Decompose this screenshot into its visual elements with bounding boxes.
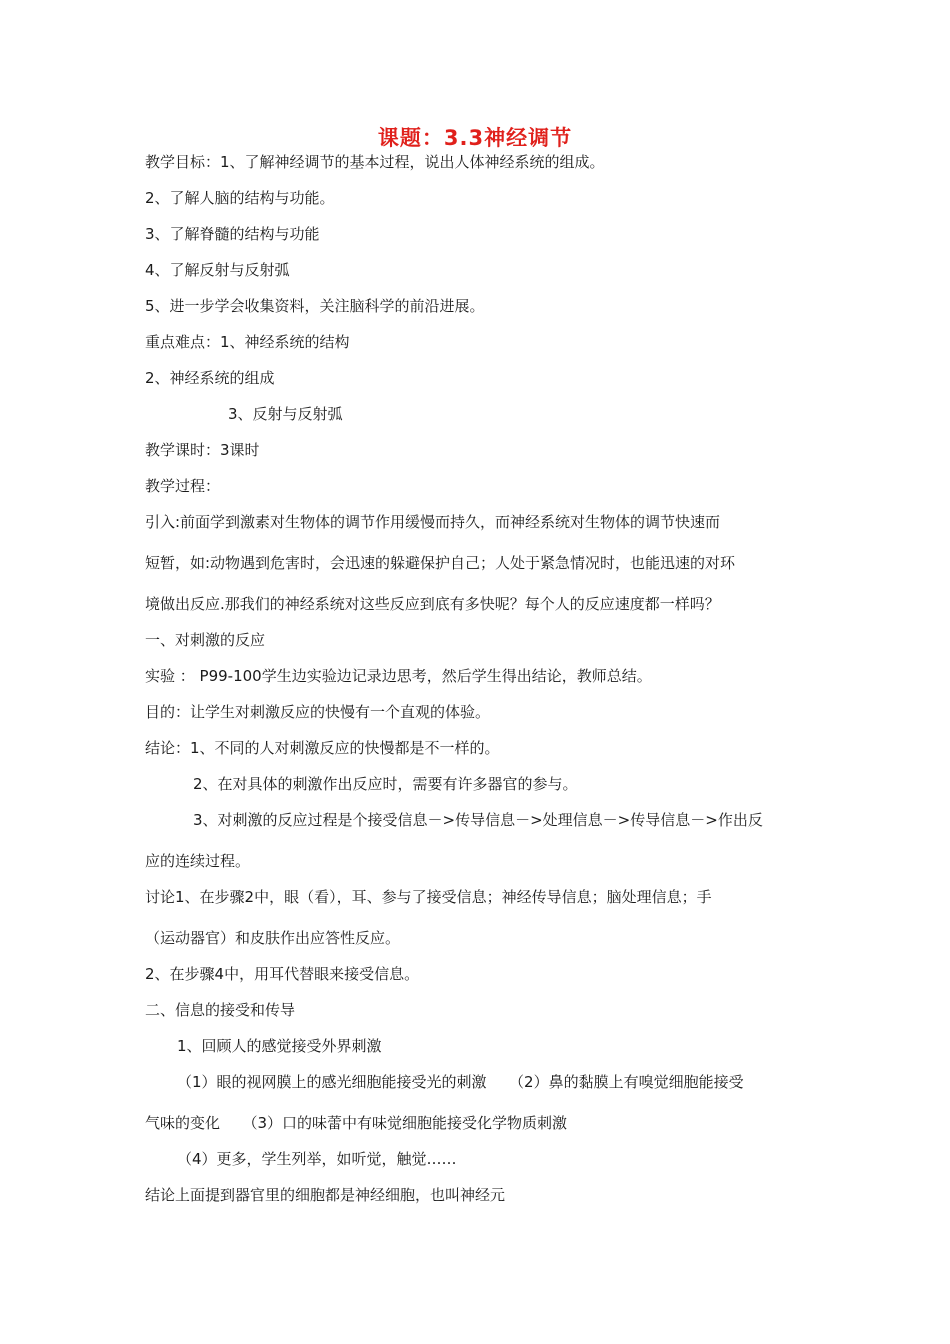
text-line: 气味的变化 （3）口的味蕾中有味觉细胞能接受化学物质刺激 <box>145 1114 568 1132</box>
text-line: 3、了解脊髓的结构与功能 <box>145 225 320 243</box>
text-line: 1、回顾人的感觉接受外界刺激 <box>177 1037 382 1055</box>
section-heading: 一、对刺激的反应 <box>145 631 266 649</box>
text-line: 教学目标：1、了解神经调节的基本过程，说出人体神经系统的组成。 <box>145 153 605 171</box>
text-line: 3、反射与反射弧 <box>228 405 343 423</box>
text-line: 实验 ： P99-100学生边实验边记录边思考，然后学生得出结论，教师总结。 <box>145 667 652 685</box>
text-line: 5、进一步学会收集资料，关注脑科学的前沿进展。 <box>145 297 485 315</box>
section-heading: 二、信息的接受和传导 <box>145 1001 296 1019</box>
text-line: 境做出反应.那我们的神经系统对这些反应到底有多快呢？每个人的反应速度都一样吗？ <box>145 595 720 613</box>
text-line: 讨论1、在步骤2中，眼（看），耳、参与了接受信息；神经传导信息；脑处理信息；手 <box>145 888 712 906</box>
text-line: （1）眼的视网膜上的感光细胞能接受光的刺激 （2）鼻的黏膜上有嗅觉细胞能接受 <box>177 1073 744 1091</box>
text-line: 重点难点：1、神经系统的结构 <box>145 333 350 351</box>
text-line: 2、在步骤4中，用耳代替眼来接受信息。 <box>145 965 420 983</box>
text-line: 3、对刺激的反应过程是个接受信息－>传导信息－>处理信息－>传导信息－>作出反 <box>193 811 763 829</box>
text-line: 教学课时：3课时 <box>145 441 260 459</box>
text-line: 教学过程： <box>145 477 221 495</box>
text-line: 目的：让学生对刺激反应的快慢有一个直观的体验。 <box>145 703 491 721</box>
text-line: 2、在对具体的刺激作出反应时，需要有许多器官的参与。 <box>193 775 578 793</box>
text-line: （运动器官）和皮肤作出应答性反应。 <box>145 929 401 947</box>
text-line: 结论：1、不同的人对刺激反应的快慢都是不一样的。 <box>145 739 500 757</box>
page-title: 课题：3.3神经调节 <box>377 126 573 150</box>
text-line: 应的连续过程。 <box>145 852 251 870</box>
text-line: 引入:前面学到激素对生物体的调节作用缓慢而持久，而神经系统对生物体的调节快速而 <box>145 513 721 531</box>
text-line: 2、神经系统的组成 <box>145 369 275 387</box>
text-line: 2、了解人脑的结构与功能。 <box>145 189 335 207</box>
text-line: 结论上面提到器官里的细胞都是神经细胞，也叫神经元 <box>145 1186 506 1204</box>
text-line: 4、了解反射与反射弧 <box>145 261 290 279</box>
text-line: 短暂，如:动物遇到危害时，会迅速的躲避保护自己；人处于紧急情况时，也能迅速的对环 <box>145 554 736 572</box>
text-line: （4）更多，学生列举，如听觉，触觉…… <box>177 1150 457 1168</box>
